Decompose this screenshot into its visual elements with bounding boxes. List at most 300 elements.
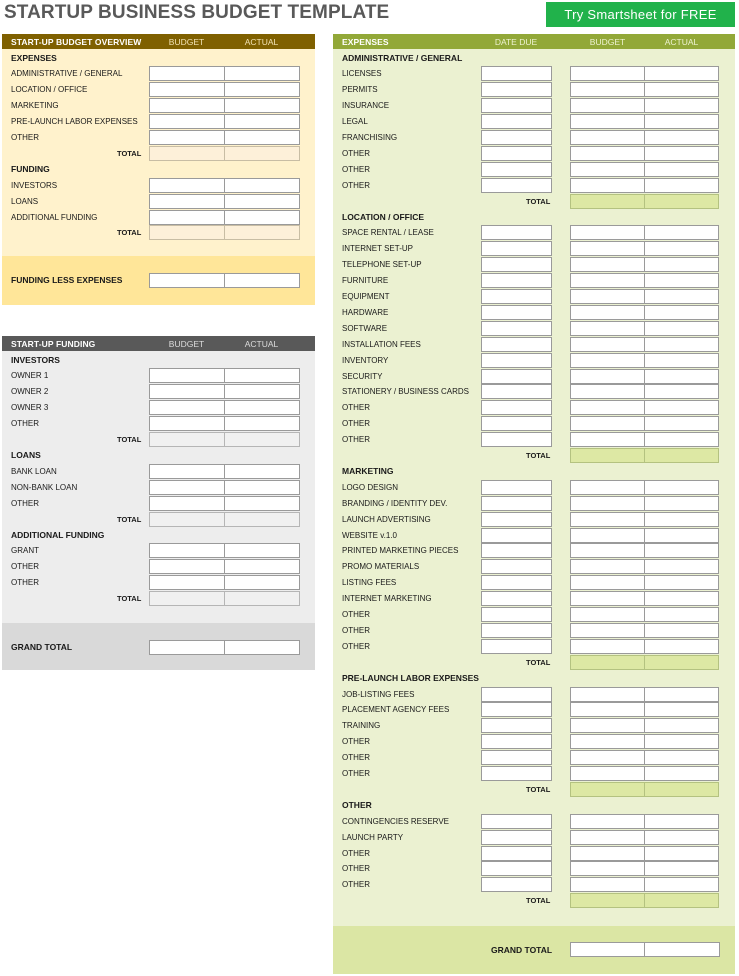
pre-launch-labor-expenses-placement-agency-fees-budget-cell[interactable] [570, 702, 645, 717]
pre-launch-labor-expenses-job-listing-fees-budget-cell[interactable] [570, 687, 645, 702]
marketing-promo-materials-actual-cell[interactable] [644, 559, 719, 574]
marketing-internet-marketing-budget-cell[interactable] [570, 591, 645, 606]
investors-owner-2-budget-cell[interactable] [149, 384, 225, 399]
additional-funding-other-actual-cell[interactable] [224, 559, 300, 574]
investors-owner-1-budget-cell[interactable] [149, 368, 225, 383]
additional-funding-other-budget-cell[interactable] [149, 575, 225, 590]
section-title: MARKETING [342, 466, 394, 477]
total-label: TOTAL [117, 228, 142, 238]
administrative-general-other-date-due-cell[interactable] [481, 162, 552, 177]
loans-non-bank-loan-actual-cell[interactable] [224, 480, 300, 495]
section-title: LOANS [11, 450, 41, 461]
other-other-budget-cell[interactable] [570, 877, 645, 892]
expenses-location-office-budget-cell[interactable] [149, 82, 225, 97]
administrative-general-insurance-actual-cell[interactable] [644, 98, 719, 113]
pre-launch-labor-expenses-training-date-due-cell[interactable] [481, 718, 552, 733]
other-total-actual-cell[interactable] [644, 893, 719, 908]
try-smartsheet-button[interactable]: Try Smartsheet for FREE [546, 2, 735, 27]
page-title: STARTUP BUSINESS BUDGET TEMPLATE [4, 2, 390, 23]
location-office-furniture-date-due-cell[interactable] [481, 273, 552, 288]
loans-total-budget-cell[interactable] [149, 512, 225, 527]
total-label: TOTAL [526, 196, 551, 206]
expenses-grand-total-actual-cell[interactable] [644, 942, 720, 957]
expenses-other-actual-cell[interactable] [224, 130, 300, 145]
line-item-label: PROMO MATERIALS [342, 562, 420, 572]
marketing-promo-materials-budget-cell[interactable] [570, 559, 645, 574]
line-item-label: OTHER [11, 498, 39, 508]
additional-funding-grant-actual-cell[interactable] [224, 543, 300, 558]
pre-launch-labor-expenses-other-date-due-cell[interactable] [481, 750, 552, 765]
marketing-website-v-1-0-actual-cell[interactable] [644, 528, 719, 543]
section-title: ADMINISTRATIVE / GENERAL [342, 53, 463, 63]
location-office-hardware-actual-cell[interactable] [644, 305, 719, 320]
location-office-hardware-budget-cell[interactable] [570, 305, 645, 320]
location-office-equipment-actual-cell[interactable] [644, 289, 719, 304]
marketing-printed-marketing-pieces-budget-cell[interactable] [570, 543, 645, 558]
budget-overview-panel [2, 34, 315, 305]
line-item-label: OWNER 1 [11, 371, 49, 381]
administrative-general-other-budget-cell[interactable] [570, 162, 645, 177]
funding-additional-funding-budget-cell[interactable] [149, 210, 225, 225]
other-other-budget-cell[interactable] [570, 846, 645, 861]
pre-launch-labor-expenses-training-actual-cell[interactable] [644, 718, 719, 733]
header-actual: ACTUAL [664, 36, 699, 47]
administrative-general-permits-date-due-cell[interactable] [481, 82, 552, 97]
line-item-label: OWNER 2 [11, 387, 49, 397]
additional-funding-other-budget-cell[interactable] [149, 559, 225, 574]
marketing-printed-marketing-pieces-actual-cell[interactable] [644, 543, 719, 558]
line-item-label: INVENTORY [342, 355, 389, 365]
expenses-pre-launch-labor-expenses-budget-cell[interactable] [149, 114, 225, 129]
administrative-general-other-budget-cell[interactable] [570, 178, 645, 193]
line-item-label: SPACE RENTAL / LEASE [342, 228, 434, 238]
header-title: START-UP FUNDING [11, 338, 96, 349]
administrative-general-franchising-date-due-cell[interactable] [481, 130, 552, 145]
line-item-label: ADMINISTRATIVE / GENERAL [11, 69, 123, 79]
line-item-label: OTHER [342, 641, 370, 651]
section-title: INVESTORS [11, 355, 60, 365]
other-launch-party-actual-cell[interactable] [644, 830, 719, 845]
startup-funding-panel [2, 336, 315, 670]
location-office-security-date-due-cell[interactable] [481, 369, 552, 384]
line-item-label: LOGO DESIGN [342, 482, 399, 492]
line-item-label: ADDITIONAL FUNDING [11, 212, 98, 222]
investors-owner-3-actual-cell[interactable] [224, 400, 300, 415]
header-actual: ACTUAL [244, 338, 279, 349]
funding-loans-actual-cell[interactable] [224, 194, 300, 209]
line-item-label: NON-BANK LOAN [11, 482, 78, 492]
pre-launch-labor-expenses-job-listing-fees-actual-cell[interactable] [644, 687, 719, 702]
pre-launch-labor-expenses-placement-agency-fees-actual-cell[interactable] [644, 702, 719, 717]
marketing-launch-advertising-actual-cell[interactable] [644, 512, 719, 527]
line-item-label: GRANT [11, 546, 39, 556]
location-office-other-date-due-cell[interactable] [481, 416, 552, 431]
line-item-label: LISTING FEES [342, 578, 397, 588]
location-office-installation-fees-date-due-cell[interactable] [481, 337, 552, 352]
section-title: OTHER [342, 800, 372, 811]
other-other-budget-cell[interactable] [570, 861, 645, 876]
total-label: TOTAL [526, 896, 551, 906]
marketing-other-date-due-cell[interactable] [481, 607, 552, 622]
location-office-software-actual-cell[interactable] [644, 321, 719, 336]
marketing-launch-advertising-date-due-cell[interactable] [481, 512, 552, 527]
section-title: PRE-LAUNCH LABOR EXPENSES [342, 673, 479, 684]
location-office-space-rental-lease-date-due-cell[interactable] [481, 225, 552, 240]
line-item-label: OTHER [342, 864, 370, 874]
marketing-other-budget-cell[interactable] [570, 607, 645, 622]
location-office-internet-set-up-actual-cell[interactable] [644, 241, 719, 256]
funding-less-expenses-band [2, 256, 315, 305]
investors-other-budget-cell[interactable] [149, 416, 225, 431]
administrative-general-licenses-date-due-cell[interactable] [481, 66, 552, 81]
administrative-general-franchising-budget-cell[interactable] [570, 130, 645, 145]
pre-launch-labor-expenses-other-date-due-cell[interactable] [481, 734, 552, 749]
location-office-other-date-due-cell[interactable] [481, 432, 552, 447]
location-office-security-budget-cell[interactable] [570, 369, 645, 384]
section-title: FUNDING [11, 164, 50, 175]
startup-funding-header [2, 336, 315, 351]
loans-total-actual-cell[interactable] [224, 512, 300, 527]
line-item-label: PERMITS [342, 85, 378, 95]
administrative-general-insurance-budget-cell[interactable] [570, 98, 645, 113]
header-budget: BUDGET [168, 36, 205, 47]
expenses-header [333, 34, 735, 49]
other-other-date-due-cell[interactable] [481, 877, 552, 892]
line-item-label: INSTALLATION FEES [342, 339, 421, 349]
pre-launch-labor-expenses-job-listing-fees-date-due-cell[interactable] [481, 687, 552, 702]
line-item-label: OTHER [342, 419, 370, 429]
expenses-administrative-general-actual-cell[interactable] [224, 66, 300, 81]
line-item-label: INSURANCE [342, 101, 390, 111]
line-item-label: OTHER [342, 737, 370, 747]
administrative-general-legal-date-due-cell[interactable] [481, 114, 552, 129]
funding-total-actual-cell[interactable] [224, 225, 300, 240]
funding-less-expenses-label: FUNDING LESS EXPENSES [11, 275, 123, 285]
marketing-other-date-due-cell[interactable] [481, 639, 552, 654]
line-item-label: OTHER [11, 419, 39, 429]
funding-total-budget-cell[interactable] [149, 225, 225, 240]
line-item-label: INTERNET SET-UP [342, 244, 413, 254]
line-item-label: JOB-LISTING FEES [342, 689, 415, 699]
loans-other-budget-cell[interactable] [149, 496, 225, 511]
pre-launch-labor-expenses-other-budget-cell[interactable] [570, 750, 645, 765]
additional-funding-grant-budget-cell[interactable] [149, 543, 225, 558]
administrative-general-franchising-actual-cell[interactable] [644, 130, 719, 145]
location-office-equipment-date-due-cell[interactable] [481, 289, 552, 304]
marketing-other-budget-cell[interactable] [570, 639, 645, 654]
line-item-label: OTHER [11, 562, 39, 572]
location-office-internet-set-up-date-due-cell[interactable] [481, 241, 552, 256]
location-office-internet-set-up-budget-cell[interactable] [570, 241, 645, 256]
marketing-printed-marketing-pieces-date-due-cell[interactable] [481, 543, 552, 558]
pre-launch-labor-expenses-total-actual-cell[interactable] [644, 782, 719, 797]
location-office-space-rental-lease-budget-cell[interactable] [570, 225, 645, 240]
location-office-stationery-business-cards-date-due-cell[interactable] [481, 384, 552, 399]
other-other-date-due-cell[interactable] [481, 846, 552, 861]
location-office-inventory-date-due-cell[interactable] [481, 353, 552, 368]
total-label: TOTAL [117, 514, 142, 524]
location-office-furniture-budget-cell[interactable] [570, 273, 645, 288]
section-heading [333, 209, 735, 225]
line-item-label: LEGAL [342, 117, 368, 127]
line-item-label: OWNER 3 [11, 403, 49, 413]
location-office-other-date-due-cell[interactable] [481, 400, 552, 415]
administrative-general-insurance-date-due-cell[interactable] [481, 98, 552, 113]
expenses-pre-launch-labor-expenses-actual-cell[interactable] [224, 114, 300, 129]
marketing-other-actual-cell[interactable] [644, 623, 719, 638]
funding-investors-actual-cell[interactable] [224, 178, 300, 193]
funding-grand-total-budget-cell[interactable] [149, 640, 225, 655]
investors-other-actual-cell[interactable] [224, 416, 300, 431]
section-heading [2, 447, 315, 463]
location-office-inventory-budget-cell[interactable] [570, 353, 645, 368]
line-item-label: SECURITY [342, 371, 383, 381]
location-office-software-budget-cell[interactable] [570, 321, 645, 336]
additional-funding-other-actual-cell[interactable] [224, 575, 300, 590]
loans-bank-loan-budget-cell[interactable] [149, 464, 225, 479]
line-item-label: LICENSES [342, 69, 382, 79]
header-date-due: DATE DUE [494, 36, 538, 47]
section-heading [2, 527, 315, 543]
line-item-label: WEBSITE v.1.0 [342, 530, 397, 540]
marketing-other-actual-cell[interactable] [644, 607, 719, 622]
funding-less-expenses-budget-cell[interactable] [149, 273, 225, 288]
funding-grand-total-label: GRAND TOTAL [11, 642, 73, 652]
administrative-general-other-actual-cell[interactable] [644, 178, 719, 193]
line-item-label: OTHER [11, 578, 39, 588]
marketing-other-actual-cell[interactable] [644, 639, 719, 654]
line-item-label: SOFTWARE [342, 323, 388, 333]
location-office-stationery-business-cards-actual-cell[interactable] [644, 384, 719, 399]
line-item-label: TELEPHONE SET-UP [342, 260, 422, 270]
marketing-logo-design-date-due-cell[interactable] [481, 480, 552, 495]
marketing-internet-marketing-date-due-cell[interactable] [481, 591, 552, 606]
location-office-other-actual-cell[interactable] [644, 432, 719, 447]
other-launch-party-budget-cell[interactable] [570, 830, 645, 845]
investors-total-actual-cell[interactable] [224, 432, 300, 447]
location-office-space-rental-lease-actual-cell[interactable] [644, 225, 719, 240]
line-item-label: OTHER [342, 753, 370, 763]
line-item-label: LAUNCH PARTY [342, 832, 404, 842]
expenses-marketing-budget-cell[interactable] [149, 98, 225, 113]
expenses-grand-total-band [333, 926, 735, 974]
location-office-security-actual-cell[interactable] [644, 369, 719, 384]
other-contingencies-reserve-date-due-cell[interactable] [481, 814, 552, 829]
line-item-label: LAUNCH ADVERTISING [342, 514, 431, 524]
total-label: TOTAL [117, 594, 142, 603]
line-item-label: FURNITURE [342, 276, 389, 286]
other-total-budget-cell[interactable] [570, 893, 645, 908]
location-office-other-actual-cell[interactable] [644, 400, 719, 415]
other-other-actual-cell[interactable] [644, 861, 719, 876]
administrative-general-legal-budget-cell[interactable] [570, 114, 645, 129]
administrative-general-total-budget-cell[interactable] [570, 194, 645, 209]
investors-owner-1-actual-cell[interactable] [224, 368, 300, 383]
section-heading [333, 50, 735, 66]
administrative-general-other-budget-cell[interactable] [570, 146, 645, 161]
other-other-actual-cell[interactable] [644, 846, 719, 861]
loans-bank-loan-actual-cell[interactable] [224, 464, 300, 479]
administrative-general-permits-actual-cell[interactable] [644, 82, 719, 97]
total-label: TOTAL [117, 435, 142, 444]
section-heading [333, 670, 735, 686]
other-other-date-due-cell[interactable] [481, 861, 552, 876]
marketing-listing-fees-actual-cell[interactable] [644, 575, 719, 590]
marketing-website-v-1-0-budget-cell[interactable] [570, 528, 645, 543]
location-office-installation-fees-budget-cell[interactable] [570, 337, 645, 352]
pre-launch-labor-expenses-other-budget-cell[interactable] [570, 734, 645, 749]
administrative-general-total-actual-cell[interactable] [644, 194, 719, 209]
administrative-general-other-date-due-cell[interactable] [481, 178, 552, 193]
location-office-telephone-set-up-date-due-cell[interactable] [481, 257, 552, 272]
marketing-total-budget-cell[interactable] [570, 655, 645, 670]
other-other-actual-cell[interactable] [644, 877, 719, 892]
header-actual: ACTUAL [244, 36, 279, 47]
expenses-total-budget-cell[interactable] [149, 146, 225, 161]
administrative-general-licenses-actual-cell[interactable] [644, 66, 719, 81]
line-item-label: PRE-LAUNCH LABOR EXPENSES [11, 117, 138, 127]
pre-launch-labor-expenses-other-date-due-cell[interactable] [481, 766, 552, 781]
line-item-label: CONTINGENCIES RESERVE [342, 816, 449, 826]
line-item-label: OTHER [342, 435, 370, 445]
section-heading [333, 797, 735, 813]
line-item-label: OTHER [342, 180, 370, 190]
location-office-software-date-due-cell[interactable] [481, 321, 552, 336]
marketing-other-date-due-cell[interactable] [481, 623, 552, 638]
expenses-total-actual-cell[interactable] [224, 146, 300, 161]
location-office-stationery-business-cards-budget-cell[interactable] [570, 384, 645, 399]
line-item-label: TRAINING [342, 721, 381, 731]
location-office-telephone-set-up-budget-cell[interactable] [570, 257, 645, 272]
funding-less-expenses-actual-cell[interactable] [224, 273, 300, 288]
location-office-inventory-actual-cell[interactable] [644, 353, 719, 368]
funding-loans-budget-cell[interactable] [149, 194, 225, 209]
pre-launch-labor-expenses-total-budget-cell[interactable] [570, 782, 645, 797]
pre-launch-labor-expenses-other-actual-cell[interactable] [644, 750, 719, 765]
loans-other-actual-cell[interactable] [224, 496, 300, 511]
line-item-label: OTHER [342, 164, 370, 174]
section-heading [2, 50, 315, 66]
location-office-total-budget-cell[interactable] [570, 448, 645, 463]
other-launch-party-date-due-cell[interactable] [481, 830, 552, 845]
header-budget: BUDGET [589, 36, 626, 47]
location-office-telephone-set-up-actual-cell[interactable] [644, 257, 719, 272]
line-item-label: EQUIPMENT [342, 292, 390, 301]
pre-launch-labor-expenses-placement-agency-fees-date-due-cell[interactable] [481, 702, 552, 717]
location-office-installation-fees-actual-cell[interactable] [644, 337, 719, 352]
marketing-other-budget-cell[interactable] [570, 623, 645, 638]
marketing-logo-design-budget-cell[interactable] [570, 480, 645, 495]
total-label: TOTAL [117, 148, 142, 158]
expenses-other-budget-cell[interactable] [149, 130, 225, 145]
investors-owner-3-budget-cell[interactable] [149, 400, 225, 415]
header-title: START-UP BUDGET OVERVIEW [11, 36, 142, 47]
other-contingencies-reserve-actual-cell[interactable] [644, 814, 719, 829]
location-office-other-budget-cell[interactable] [570, 400, 645, 415]
additional-funding-total-budget-cell[interactable] [149, 591, 225, 606]
marketing-branding-identity-dev-budget-cell[interactable] [570, 496, 645, 511]
line-item-label: OTHER [342, 880, 370, 890]
location-office-furniture-actual-cell[interactable] [644, 273, 719, 288]
location-office-equipment-budget-cell[interactable] [570, 289, 645, 304]
marketing-internet-marketing-actual-cell[interactable] [644, 591, 719, 606]
header-budget: BUDGET [168, 338, 205, 349]
section-heading [2, 161, 315, 177]
expenses-marketing-actual-cell[interactable] [224, 98, 300, 113]
expenses-location-office-actual-cell[interactable] [224, 82, 300, 97]
expenses-grand-total-budget-cell[interactable] [570, 942, 646, 957]
line-item-label: OTHER [342, 610, 370, 619]
funding-additional-funding-actual-cell[interactable] [224, 210, 300, 225]
marketing-listing-fees-budget-cell[interactable] [570, 575, 645, 590]
line-item-label: INTERNET MARKETING [342, 594, 432, 604]
marketing-website-v-1-0-date-due-cell[interactable] [481, 528, 552, 543]
investors-owner-2-actual-cell[interactable] [224, 384, 300, 399]
other-contingencies-reserve-budget-cell[interactable] [570, 814, 645, 829]
marketing-logo-design-actual-cell[interactable] [644, 480, 719, 495]
pre-launch-labor-expenses-other-actual-cell[interactable] [644, 766, 719, 781]
total-label: TOTAL [526, 451, 551, 460]
total-label: TOTAL [526, 657, 551, 667]
administrative-general-other-date-due-cell[interactable] [481, 146, 552, 161]
administrative-general-other-actual-cell[interactable] [644, 162, 719, 177]
marketing-promo-materials-date-due-cell[interactable] [481, 559, 552, 574]
administrative-general-other-actual-cell[interactable] [644, 146, 719, 161]
location-office-total-actual-cell[interactable] [644, 448, 719, 463]
section-heading [2, 352, 315, 368]
marketing-branding-identity-dev-date-due-cell[interactable] [481, 496, 552, 511]
pre-launch-labor-expenses-other-actual-cell[interactable] [644, 734, 719, 749]
section-heading [333, 463, 735, 479]
line-item-label: LOCATION / OFFICE [11, 85, 88, 95]
line-item-label: PLACEMENT AGENCY FEES [342, 705, 450, 715]
line-item-label: HARDWARE [342, 307, 389, 317]
line-item-label: STATIONERY / BUSINESS CARDS [342, 387, 469, 397]
location-office-hardware-date-due-cell[interactable] [481, 305, 552, 320]
funding-investors-budget-cell[interactable] [149, 178, 225, 193]
investors-total-budget-cell[interactable] [149, 432, 225, 447]
marketing-launch-advertising-budget-cell[interactable] [570, 512, 645, 527]
pre-launch-labor-expenses-training-budget-cell[interactable] [570, 718, 645, 733]
pre-launch-labor-expenses-other-budget-cell[interactable] [570, 766, 645, 781]
marketing-branding-identity-dev-actual-cell[interactable] [644, 496, 719, 511]
line-item-label: OTHER [342, 769, 370, 778]
section-title: LOCATION / OFFICE [342, 212, 425, 222]
marketing-total-actual-cell[interactable] [644, 655, 719, 670]
marketing-listing-fees-date-due-cell[interactable] [481, 575, 552, 590]
total-label: TOTAL [526, 784, 551, 794]
line-item-label: MARKETING [11, 101, 59, 111]
location-office-other-actual-cell[interactable] [644, 416, 719, 431]
line-item-label: FRANCHISING [342, 133, 398, 142]
loans-non-bank-loan-budget-cell[interactable] [149, 480, 225, 495]
location-office-other-budget-cell[interactable] [570, 416, 645, 431]
line-item-label: OTHER [342, 403, 370, 413]
location-office-other-budget-cell[interactable] [570, 432, 645, 447]
section-title: ADDITIONAL FUNDING [11, 529, 105, 540]
administrative-general-legal-actual-cell[interactable] [644, 114, 719, 129]
section-title: EXPENSES [11, 53, 57, 63]
funding-grand-total-actual-cell[interactable] [224, 640, 300, 655]
line-item-label: OTHER [342, 148, 370, 158]
administrative-general-licenses-budget-cell[interactable] [570, 66, 645, 81]
budget-overview-header [2, 34, 315, 49]
expenses-grand-total-label: GRAND TOTAL [491, 945, 553, 955]
expenses-administrative-general-budget-cell[interactable] [149, 66, 225, 81]
additional-funding-total-actual-cell[interactable] [224, 591, 300, 606]
administrative-general-permits-budget-cell[interactable] [570, 82, 645, 97]
line-item-label: OTHER [342, 625, 370, 635]
